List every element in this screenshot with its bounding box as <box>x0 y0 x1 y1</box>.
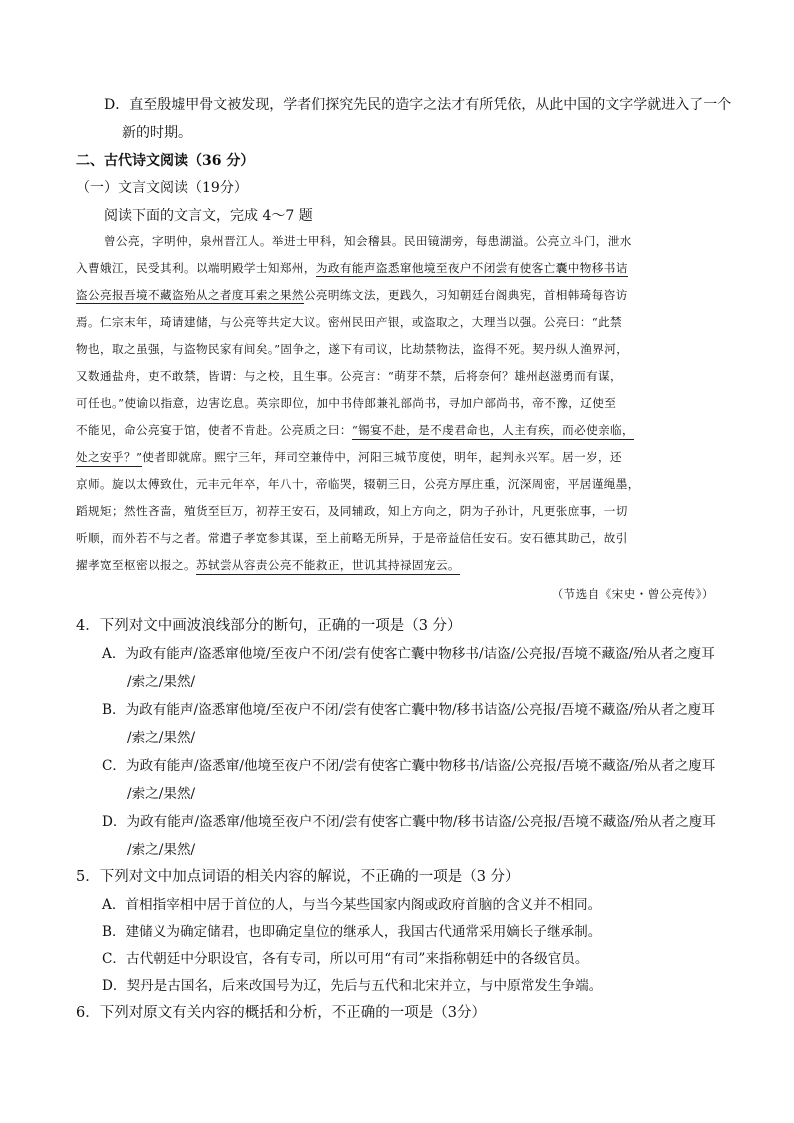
section-title: 二、古代诗文阅读（36 分） <box>76 153 255 169</box>
q4-option-c-cont: /索之/果然/ <box>127 786 196 802</box>
prev-option-d-line1: D．直至殷墟甲骨文被发现，学者们探究先民的造字之法才有所凭依，从此中国的文字学就进入了一个 <box>104 97 732 113</box>
passage-source: （节选自《宋史・曾公亮传》） <box>551 587 714 601</box>
q5-option-b: B．建储义为确定储君，也即确定皇位的继承人，我国古代通常采用嫡长子继承制。 <box>102 924 602 940</box>
passage-line: 京师。旋以太傅致仕，元丰元年卒，年八十，帝临哭，辍朝三日，公亮方厚庄重，沉深周密，平居谨绳墨， <box>76 477 640 491</box>
passage-line <box>76 449 622 465</box>
underlined-sentence: 苏轼尝从容责公亮不能救正，世讥其持禄固宠云。 <box>196 558 460 575</box>
question-6-stem: 6．下列对原文有关内容的概括和分析，不正确的一项是（3分） <box>76 1005 486 1021</box>
passage-line: 又数通盐舟，吏不敢禁，皆谓：与之校，且生事。公亮言：“萌芽不禁，后将奈何？雄州赵滋勇而有谋， <box>76 369 623 383</box>
passage-text: 入曹娥江，民受其利。以端明殿学士知郑州， <box>76 261 316 275</box>
passage-line <box>76 422 634 438</box>
q4-option-c: C．为政有能声/盗悉窜/他境至夜户不闭/尝有使客亡囊中物移书/诘盗/公亮报/吾境不藏盗/殆从者之廋耳 <box>102 758 716 774</box>
underlined-sentence: 处之安乎？” <box>76 450 142 467</box>
q5-option-d: D．契丹是古国名，后来改国号为辽，先后与五代和北宋并立，与中原常发生争端。 <box>102 978 603 994</box>
passage-line: 蹈规矩；然性吝啬，殖货至巨万，初荐王安石，及同辅政，知上方向之，阴为子孙计，凡更张庶事，一切 <box>76 504 628 518</box>
wavy-underlined-text: 为政有能声盗悉窜他境至夜户不闭尝有使客亡囊中物移书诘 <box>315 261 628 275</box>
passage-text: 公亮明练文法，更践久，习知朝廷台阁典宪，首相韩琦每咨访 <box>303 288 628 302</box>
passage-line <box>76 287 628 303</box>
passage-line: 焉。仁宗末年，琦请建储，与公亮等共定大议。密州民田产银，或盗取之，大理当以强。公亮曰：“此禁 <box>76 315 623 329</box>
prev-option-d-line2: 新的时期。 <box>122 125 192 141</box>
q4-option-d: D．为政有能声/盗悉窜/他境至夜户不闭/尝有使客亡囊中物/移书诘盗/公亮报/吾境不藏盗/殆从者之廋耳 <box>102 814 716 830</box>
q4-option-a-cont: /索之/果然/ <box>127 674 196 690</box>
passage-line <box>76 557 460 573</box>
section-instruction: 阅读下面的文言文，完成 4～7 题 <box>104 208 313 224</box>
q4-option-a: A．为政有能声/盗悉窜他境/至夜户不闭/尝有使客亡囊中物移书/诘盗/公亮报/吾境不藏盗/殆从者之廋耳 <box>102 646 715 662</box>
question-5-stem: 5．下列对文中加点词语的相关内容的解说，不正确的一项是（3 分） <box>76 869 520 885</box>
question-4-stem: 4．下列对文中画波浪线部分的断句，正确的一项是（3 分） <box>76 618 462 634</box>
q5-option-c: C．古代朝廷中分职设官，各有专司，所以可用“有司”来指称朝廷中的各级官员。 <box>102 951 589 967</box>
passage-text: 不能见，命公亮宴于馆，使者不肯赴。公亮质之曰： <box>76 423 352 437</box>
passage-line: 曾公亮，字明仲，泉州晋江人。举进士甲科，知会稽县。民田镜湖旁，每患湖溢。公亮立斗门，泄水 <box>104 234 632 248</box>
wavy-underlined-text: 盗公亮报吾境不藏盗殆从之者度耳索之果然 <box>76 288 304 302</box>
passage-text: 擢孝宽至枢密以报之。 <box>76 558 196 572</box>
q4-option-b-cont: /索之/果然/ <box>127 730 196 746</box>
passage-line: 听顺，而外若不与之者。常遣子孝宽参其谋，至上前略无所异，于是帝益信任安石。安石德其助己，故引 <box>76 531 628 545</box>
q4-option-b: B．为政有能声/盗悉窜他境/至夜户不闭/尝有使客亡囊中物/移书诘盗/公亮报/吾境不藏盗/殆从者之廋耳 <box>102 702 715 718</box>
passage-text: 使者即就席。熙宁三年，拜司空兼侍中，河阳三城节度使，明年，起判永兴军。居一岁，还 <box>142 450 623 464</box>
q4-option-d-cont: /索之/果然/ <box>127 842 196 858</box>
section-subtitle: （一）文言文阅读（19分） <box>76 180 248 196</box>
underlined-sentence: “锡宴不赴，是不虔君命也，人主有疾，而必使亲临， <box>352 423 634 440</box>
passage-line <box>76 260 628 276</box>
q5-option-a: A．首相指宰相中居于首位的人，与当今某些国家内阁或政府首脑的含义并不相同。 <box>102 897 602 913</box>
passage-line: 可任也。”使谕以指意，边害讫息。英宗即位，加中书侍郎兼礼部尚书，寻加户部尚书，帝不豫，辽使至 <box>76 396 617 410</box>
passage-line: 物也，取之虽强，与盗物民家有间矣。”固争之，遂下有司议，比劫禁物法，盗得不死。契丹纵人渔界河， <box>76 342 629 356</box>
